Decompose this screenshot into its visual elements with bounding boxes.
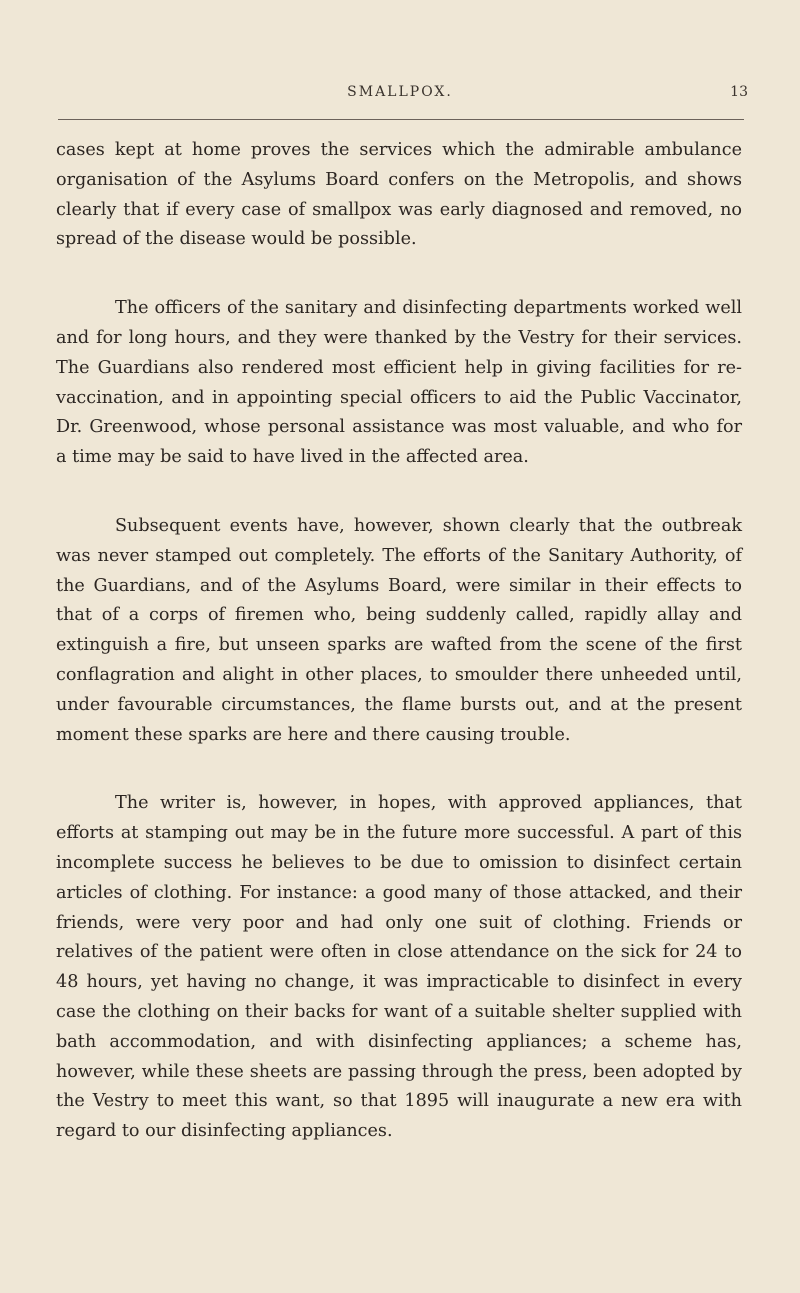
running-title: SMALLPOX.	[347, 84, 453, 100]
page-number: 13	[730, 84, 748, 100]
paragraph-officers: The officers of the sanitary and disinfecting departments worked well and for long hours, and they were thanked by the Vestry for their services. The Guardians also rendered most efficient help in giving facilities for re-vaccination, and in appointing special officers to aid the Public Vaccinator, Dr. Greenwood, whose personal assistance was most valuable, and who for a time may be said to have lived in the affected area.	[56, 298, 742, 468]
paragraph-subsequent-events: Subsequent events have, however, shown clearly that the outbreak was never stamped out completely. The efforts of the Sanitary Authority, of the Guardians, and of the Asylums Board, were similar in their effects to that of a corps of firemen who, being suddenly called, rapidly allay and extinguish a fire, but unseen sparks are wafted from the scene of the first conflagration and alight in other places, to smoulder there unheeded until, under favourable circumstances, the flame bursts out, and at the present moment these sparks are here and there causing trouble.	[56, 515, 742, 745]
paragraph-writer-hopes: The writer is, however, in hopes, with approved appliances, that efforts at stamping out may be in the future more successful. A part of this incomplete success he believes to be due to omission to disinfect certain articles of clothing. For instance: a good many of those attacked, and their friends, were very poor and had only one suit of clothing. Friends or relatives of the patient were often in close attendance on the sick for 24 to 48 hours, yet having no change, it was impracticable to disinfect in every case the clothing on their backs for want of a suitable shelter supplied with bath accommodation, and with disinfecting appliances; a scheme has, however, while these sheets are passing through the press, been adopted by the Vestry to meet this want, so that 1895 will inaugurate a new era with regard to our disinfecting appliances.	[56, 793, 742, 1142]
body-text	[56, 136, 742, 1186]
page-header	[52, 84, 748, 106]
header-rule	[58, 119, 744, 120]
paragraph-continued: cases kept at home proves the services which the admirable ambulance organisation of the Asylums Board confers on the Metropolis, and shows clearly that if every case of smallpox was early diagnosed and removed, no spread of the disease would be possible.	[56, 140, 742, 250]
